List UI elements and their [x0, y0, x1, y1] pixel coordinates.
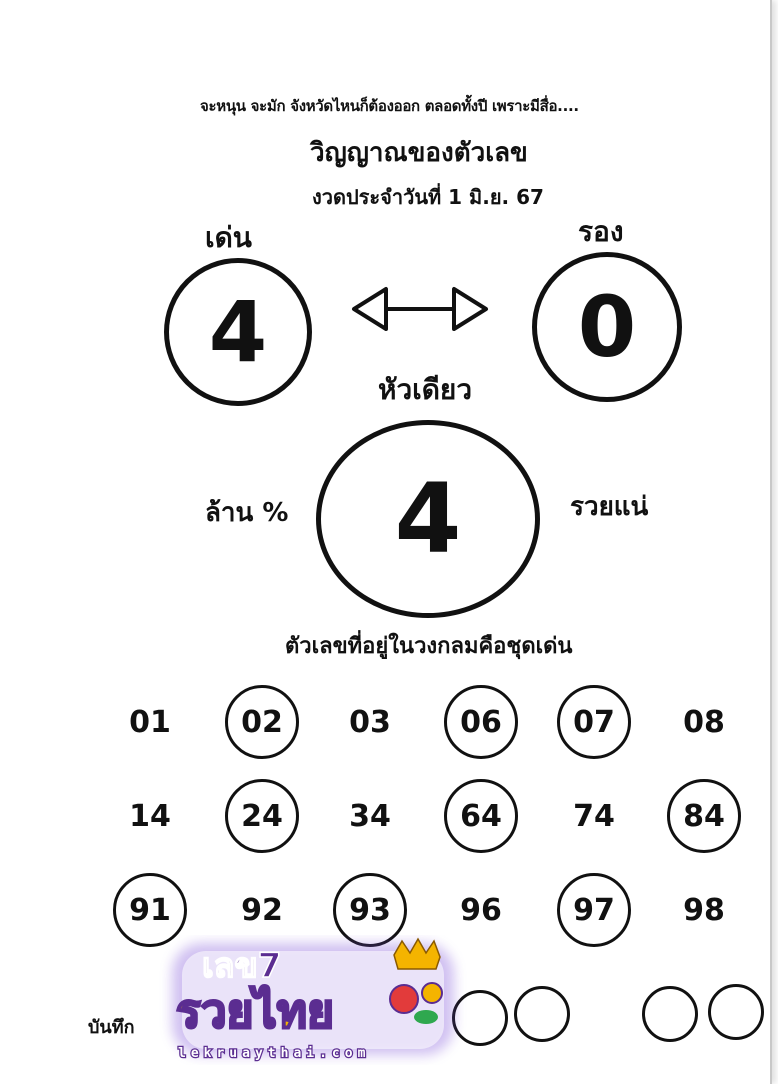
number: 34: [349, 798, 391, 834]
watermark-line1: เลข7: [202, 946, 282, 986]
main-digit: 4: [208, 283, 268, 381]
page-title: วิญญาณของตัวเลข: [310, 138, 528, 168]
number: 03: [349, 704, 391, 740]
blank-circle: [708, 984, 764, 1040]
circled-number: 64: [444, 779, 518, 853]
blank-circle: [514, 986, 570, 1042]
circled-number: 91: [113, 873, 187, 947]
circled-number: 97: [557, 873, 631, 947]
circled-number: 02: [225, 685, 299, 759]
watermark-line2: รวยไทย: [176, 984, 334, 1038]
blank-circle: [642, 986, 698, 1042]
coin-icon: [422, 983, 442, 1003]
number: 01: [129, 704, 171, 740]
single-digit-circle: [316, 420, 540, 618]
number-set-caption: ตัวเลขที่อยู่ในวงกลมคือชุดเด่น: [285, 634, 573, 659]
coin-icon: [390, 985, 418, 1013]
number: 96: [460, 892, 502, 928]
circled-number: 93: [333, 873, 407, 947]
secondary-label: รอง: [578, 215, 624, 248]
secondary-digit-circle: [532, 252, 682, 402]
watermark-site: lekruaythai.com: [178, 1046, 371, 1061]
main-digit-circle: [164, 258, 312, 406]
number: 98: [683, 892, 725, 928]
crown-icon: [394, 939, 440, 969]
draw-date: งวดประจำวันที่ 1 มิ.ย. 67: [312, 185, 544, 209]
number: 14: [129, 798, 171, 834]
secondary-digit: 0: [577, 278, 637, 376]
number: 08: [683, 704, 725, 740]
left-caption: ล้าน %: [205, 498, 289, 528]
circled-number: 07: [557, 685, 631, 759]
circled-number: 24: [225, 779, 299, 853]
money-icon: [414, 1010, 438, 1024]
notes-label: บันทึก: [88, 1017, 135, 1038]
watermark-logo: [158, 935, 468, 1065]
number: 92: [241, 892, 283, 928]
single-label: หัวเดียว: [378, 373, 473, 406]
double-arrow-icon: [350, 283, 490, 335]
circled-number: 06: [444, 685, 518, 759]
tagline: จะหนุน จะมัก จังหวัดไหนก็ต้องออก ตลอดทั้งปี เพราะมีสื่อ....: [200, 97, 579, 115]
number: 74: [573, 798, 615, 834]
main-label: เด่น: [205, 221, 252, 254]
circled-number: 84: [667, 779, 741, 853]
right-caption: รวยแน่: [570, 492, 649, 522]
single-digit: 4: [394, 463, 462, 575]
